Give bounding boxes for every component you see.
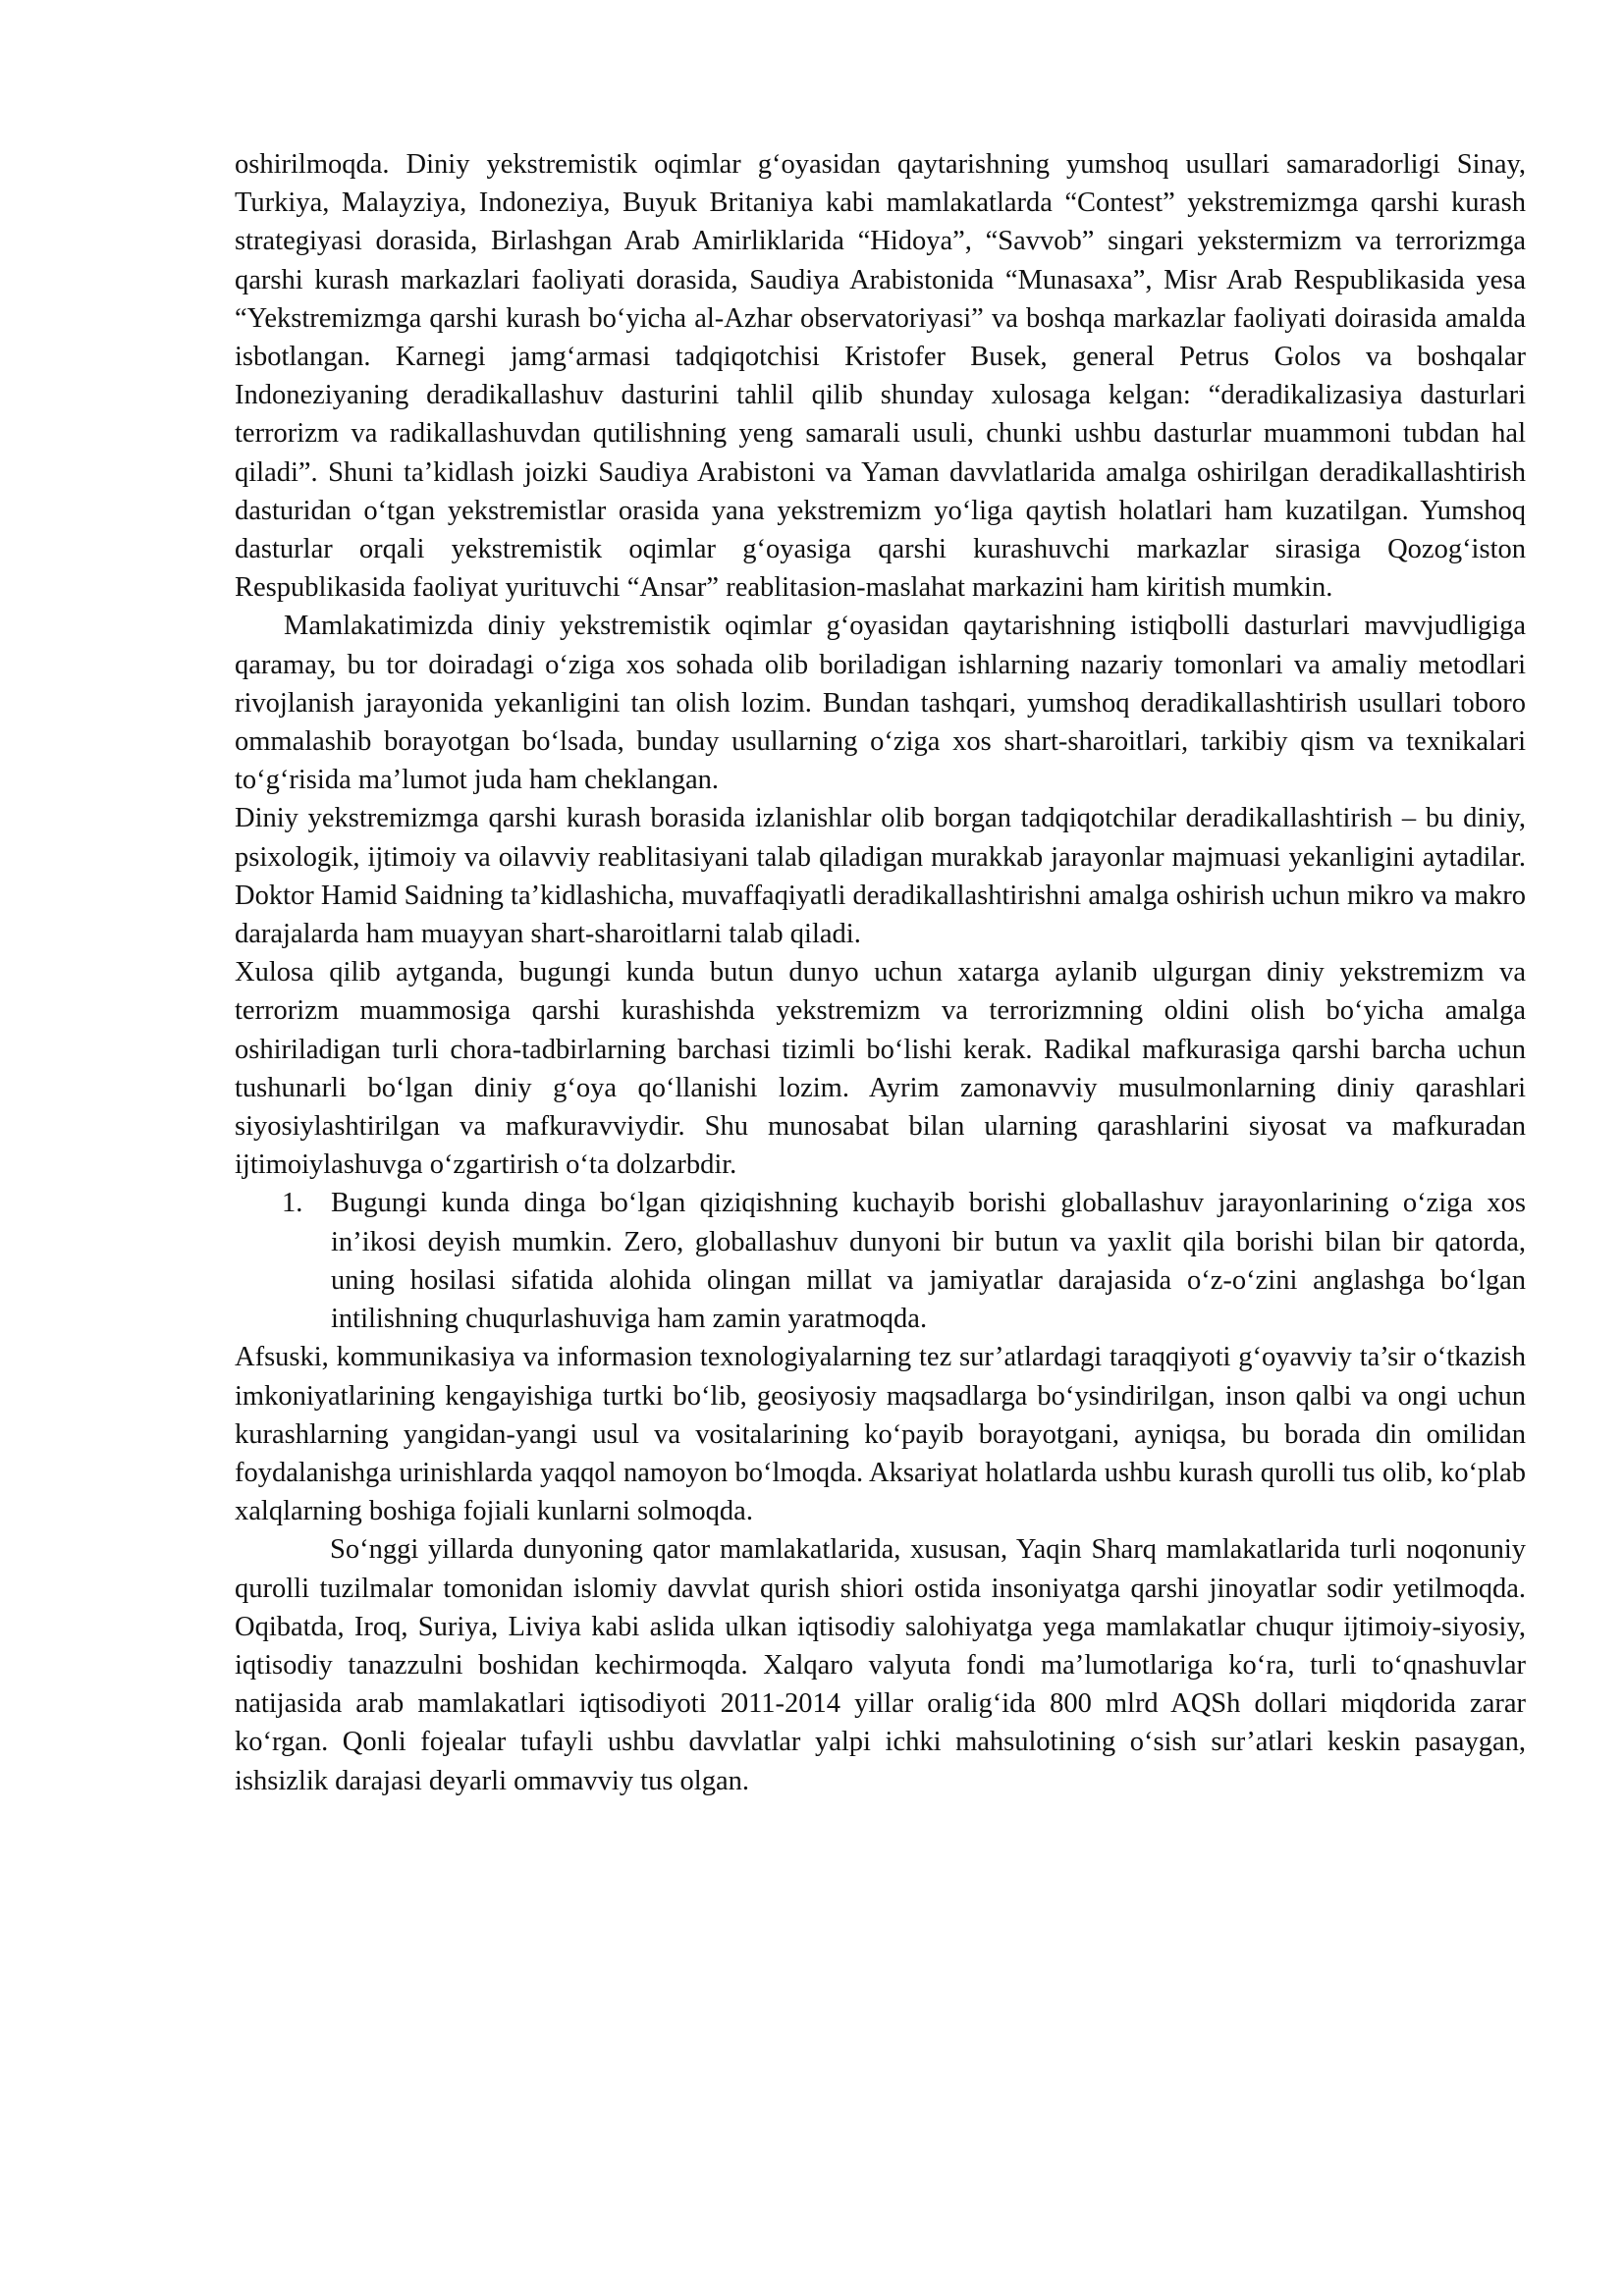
document-page: [235, 145, 1526, 1800]
paragraph-5: Afsuski, kommunikasiya va informasion texnologiyalarning tez sur’atlardagi taraqqiyoti g‘oyavviy ta’sir o‘tkazish imkoniyatlarining kengayishiga turtki bo‘lib, geosiyosiy maqsadlarga bo‘ysindirilgan, inson qalbi va ongi uchun kurashlarning yangidan-yangi usul va vositalarining ko‘payib borayotgani, ayniqsa, bu borada din omilidan foydalanishga urinishlarda yaqqol namoyon bo‘lmoqda. Aksariyat holatlarda ushbu kurash qurolli tus olib, ko‘plab xalqlarning boshiga fojiali kunlarni solmoqda.: [235, 1342, 1526, 1527]
list-item-text: Bugungi kunda dinga bo‘lgan qiziqishning kuchayib borishi globallashuv jarayonlarining o‘ziga xos in’ikosi deyish mumkin. Zero, globallashuv dunyoni bir butun va yaxlit qila borishi bilan bir qatorda, uning hosilasi sifatida alohida olingan millat va jamiyatlar darajasida o‘z-o‘zini anglashga bo‘lgan intilishning chuqurlashuviga ham zamin yaratmoqda.: [331, 1188, 1526, 1335]
paragraph-4: Xulosa qilib aytganda, bugungi kunda butun dunyo uchun xatarga aylanib ulgurgan diniy yekstremizm va terrorizm muammosiga qarshi kurashishda yekstremizm va terrorizmning oldini olish bo‘yicha amalga oshiriladigan turli chora-tadbirlarning barchasi tizimli bo‘lishi kerak. Radikal mafkurasiga qarshi barcha uchun tushunarli bo‘lgan diniy g‘oya qo‘llanishi lozim. Ayrim zamonavviy musulmonlarning diniy qarashlari siyosiylashtirilgan va mafkuravviydir. Shu munosabat bilan ularning qarashlarini siyosat va mafkuradan ijtimoiylashuvga o‘zgartirish o‘ta dolzarbdir.: [235, 957, 1526, 1181]
paragraph-2: Mamlakatimizda diniy yekstremistik oqimlar g‘oyasidan qaytarishning istiqbolli dasturlari mavvjudligiga qaramay, bu tor doiradagi o‘ziga xos sohada olib boriladigan ishlarning nazariy tomonlari va amaliy metodlari rivojlanish jarayonida yekanligini tan olish lozim. Bundan tashqari, yumshoq deradikallashtirish usullari toboro ommalashib borayotgan bo‘lsada, bunday usullarning o‘ziga xos shart-sharoitlari, tarkibiy qism va texnikalari to‘g‘risida ma’lumot juda ham cheklangan.: [235, 611, 1526, 796]
paragraph-1: oshirilmoqda. Diniy yekstremistik oqimlar g‘oyasidan qaytarishning yumshoq usullari samaradorligi Sinay, Turkiya, Malayziya, Indoneziya, Buyuk Britaniya kabi mamlakatlarda “Contest” yekstremizmga qarshi kurash strategiyasi dorasida, Birlashgan Arab Amirliklarida “Hidoya”, “Savvob” singari yekstermizm va terrorizmga qarshi kurash markazlari faoliyati dorasida, Saudiya Arabistonida “Munasaxa”, Misr Arab Respublikasida yesa “Yekstremizmga qarshi kurash bo‘yicha al-Azhar observatoriyasi” va boshqa markazlar faoliyati doirasida amalda isbotlangan. Karnegi jamg‘armasi tadqiqotchisi Kristofer Busek, general Petrus Golos va boshqalar Indoneziyaning deradikallashuv dasturini tahlil qilib shunday xulosaga kelgan: “deradikalizasiya dasturlari terrorizm va radikallashuvdan qutilishning yeng samarali usuli, chunki ushbu dasturlar muammoni tubdan hal qiladi”. Shuni ta’kidlash joizki Saudiya Arabistoni va Yaman davvlatlarida amalga oshirilgan deradikallashtirish dasturidan o‘tgan yekstremistlar orasida yana yekstremizm yo‘liga qaytish holatlari ham kuzatilgan. Yumshoq dasturlar orqali yekstremistik oqimlar g‘oyasiga qarshi kurashuvchi markazlar sirasiga Qozog‘iston Respublikasida faoliyat yurituvchi “Ansar” reablitasion-maslahat markazini ham kiritish mumkin.: [235, 149, 1526, 604]
list-item: [235, 1184, 1526, 1338]
paragraph-6: So‘nggi yillarda dunyoning qator mamlakatlarida, xususan, Yaqin Sharq mamlakatlarida turli noqonuniy qurolli tuzilmalar tomonidan islomiy davvlat qurish shiori ostida insoniyatga qarshi jinoyatlar sodir yetilmoqda. Oqibatda, Iroq, Suriya, Liviya kabi aslida ulkan iqtisodiy salohiyatga yega mamlakatlar chuqur ijtimoiy-siyosiy, iqtisodiy tanazzulni boshidan kechirmoqda. Xalqaro valyuta fondi ma’lumotlariga ko‘ra, turli to‘qnashuvlar natijasida arab mamlakatlari iqtisodiyoti 2011-2014 yillar oralig‘ida 800 mlrd AQSh dollari miqdorida zarar ko‘rgan. Qonli fojealar tufayli ushbu davvlatlar yalpi ichki mahsulotining o‘sish sur’atlari keskin pasaygan, ishsizlik darajasi deyarli ommavviy tus olgan.: [235, 1534, 1526, 1796]
list-item-number: 1.: [282, 1188, 303, 1219]
numbered-list: [235, 1184, 1526, 1338]
paragraph-3: Diniy yekstremizmga qarshi kurash borasida izlanishlar olib borgan tadqiqotchilar deradikallashtirish – bu diniy, psixologik, ijtimoiy va oilavviy reablitasiyani talab qiladigan murakkab jarayonlar majmuasi yekanligini aytadilar. Doktor Hamid Saidning ta’kidlashicha, muvaffaqiyatli deradikallashtirishni amalga oshirish uchun mikro va makro darajalarda ham muayyan shart-sharoitlarni talab qiladi.: [235, 803, 1526, 950]
